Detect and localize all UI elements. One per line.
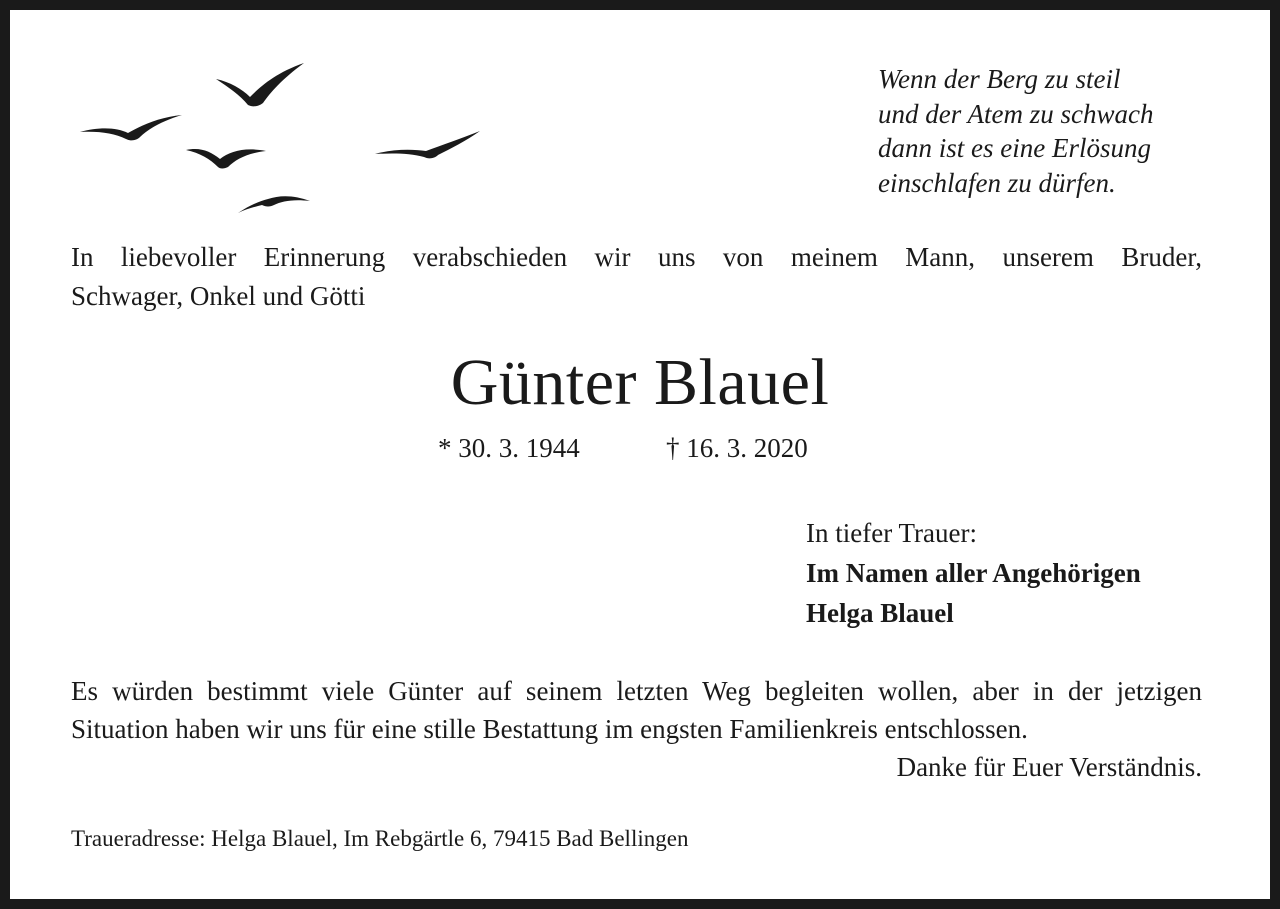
mourning-lead: In tiefer Trauer: — [806, 518, 977, 548]
mourning-address: Traueradresse: Helga Blauel, Im Rebgärtle 6, 79415 Bad Bellingen — [71, 826, 689, 851]
poem-line: Wenn der Berg zu steil — [878, 64, 1121, 94]
poem-line: dann ist es eine Erlösung — [878, 133, 1151, 163]
intro-line: In liebevoller Erinnerung verabschieden wir uns von meinem Mann, unserem Bruder, — [71, 242, 1202, 272]
flying-birds-icon — [70, 55, 490, 225]
thanks-line: Danke für Euer Verständnis. — [896, 752, 1202, 782]
mourning-signature — [806, 513, 1141, 633]
closing-message — [71, 672, 1202, 786]
mourning-family: Im Namen aller Angehörigen — [806, 558, 1141, 588]
intro-text — [71, 238, 1202, 316]
bird-icon — [80, 115, 182, 140]
deceased-name: Günter Blauel — [450, 346, 830, 419]
birth-date: * 30. 3. 1944 — [438, 433, 580, 463]
bird-icon — [216, 63, 304, 106]
bird-icon — [375, 131, 480, 158]
message-line: Es würden bestimmt viele Günter auf seinem letzten Weg begleiten wollen, aber in der jetzigen — [71, 676, 1202, 706]
poem — [878, 62, 1258, 200]
intro-line: Schwager, Onkel und Götti — [71, 281, 366, 311]
poem-line: und der Atem zu schwach — [878, 98, 1154, 129]
message-line: Situation haben wir uns für eine stille Bestattung im engsten Familienkreis entschlossen. — [71, 714, 1028, 744]
bird-icon — [238, 196, 310, 213]
death-date: † 16. 3. 2020 — [666, 433, 808, 463]
poem-line: einschlafen zu dürfen. — [878, 167, 1116, 198]
mourning-name: Helga Blauel — [806, 598, 954, 628]
bird-icon — [186, 149, 266, 168]
